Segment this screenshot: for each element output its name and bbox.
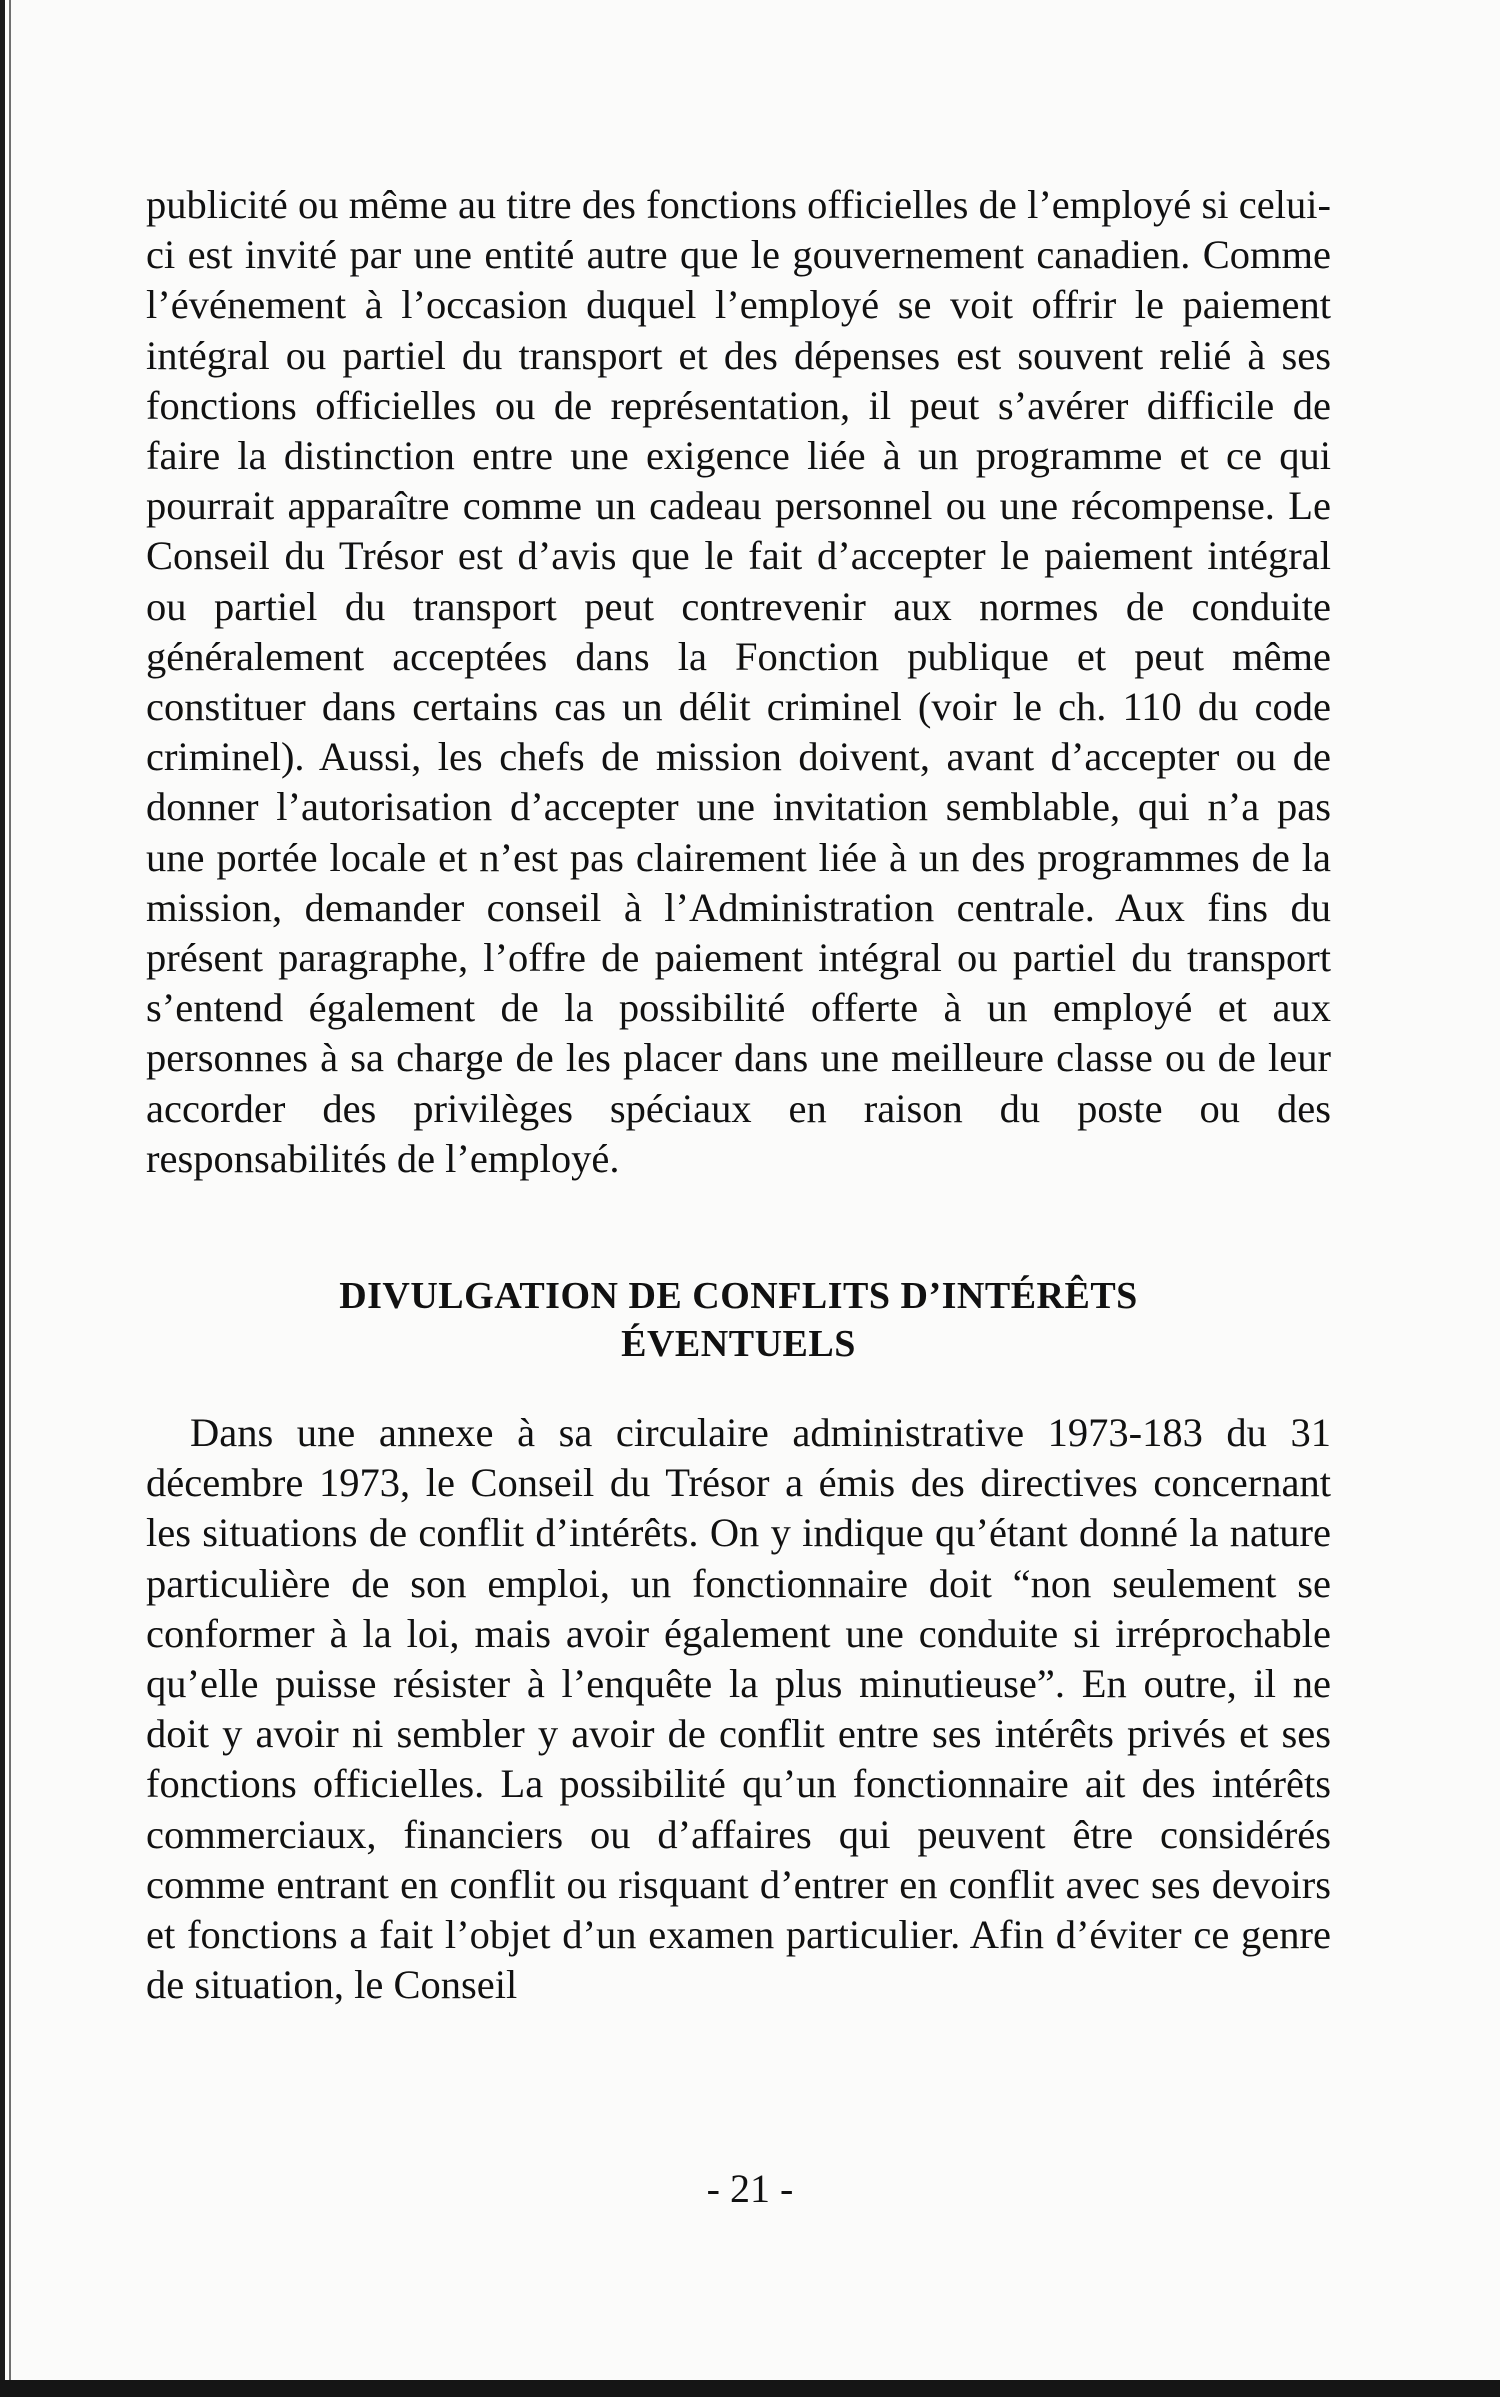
paragraph-transport-payment: publicité ou même au titre des fonctions officielles de l’employé si celui-ci est invité par une entité autre que le gouvernement canadien. Comme l’événement à l’occasion duquel l’employé se voit offrir le paiement intégral ou partiel du transport et des dépenses est souvent relié à ses fonctions officielles ou de représentation, il peut s’avérer difficile de faire la distinction entre une exigence liée à un programme et ce qui pourrait apparaître comme un cadeau personnel ou une récompense. Le Conseil du Trésor est d’avis que le fait d’accepter le paiement intégral ou partiel du transport peut contrevenir aux normes de conduite généralement acceptées dans la Fonction publique et peut même constituer dans certains cas un délit criminel (voir le ch. 110 du code criminel). Aussi, les chefs de mission doivent, avant d’accepter ou de donner l’autorisation d’accepter une invitation semblable, qui n’a pas une portée locale et n’est pas clairement liée à un des programmes de la mission, demander conseil à l’Administration centrale. Aux fins du présent paragraphe, l’offre de paiement intégral ou partiel du transport s’entend également de la possibilité offerte à un employé et aux personnes à sa charge de les placer dans une meilleure classe ou de leur accorder des privilèges spéciaux en raison du poste ou des responsabilités de l’employé. — [146, 182, 1331, 1181]
scan-left-border-line — [9, 0, 11, 2397]
page-body — [146, 180, 1331, 2011]
scan-left-border — [0, 0, 5, 2397]
scan-bottom-border — [0, 2380, 1500, 2397]
section-heading-line-2: ÉVENTUELS — [621, 1323, 856, 1366]
page-number: - 21 - — [706, 2166, 794, 2211]
section-heading-line-1: DIVULGATION DE CONFLITS D’INTÉRÊTS — [339, 1275, 1138, 1318]
section-heading — [146, 1272, 1331, 1368]
paragraph-conflict-of-interest: Dans une annexe à sa circulaire administrative 1973-183 du 31 décembre 1973, le Conseil du Trésor a émis des directives concernant les situations de conflit d’intérêts. On y indique qu’étant donné la nature particulière de son emploi, un fonctionnaire doit “non seulement se conformer à la loi, mais avoir également une conduite si irréprochable qu’elle puisse résister à l’enquête la plus minutieuse”. En outre, il ne doit y avoir ni sembler y avoir de conflit entre ses intérêts privés et ses fonctions officielles. La possibilité qu’un fonctionnaire ait des intérêts commerciaux, financiers ou d’affaires qui peuvent être considérés comme entrant en conflit ou risquant d’entrer en conflit avec ses devoirs et fonctions a fait l’objet d’un examen particulier. Afin d’éviter ce genre de situation, le Conseil — [146, 1410, 1331, 2008]
